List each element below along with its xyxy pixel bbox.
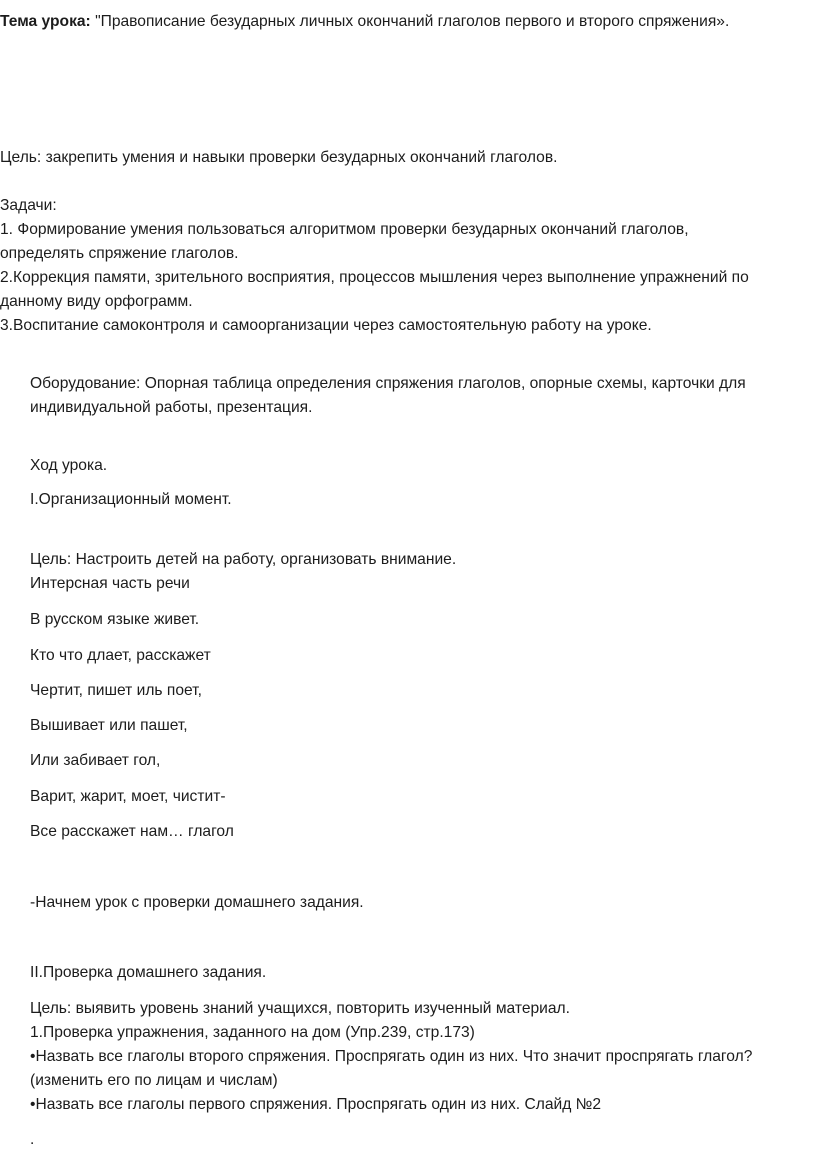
topic-text: "Правописание безударных личных окончаний глаголов первого и второго спряжения». — [90, 13, 730, 30]
lesson-course-heading: Ход урока. — [30, 457, 108, 474]
equipment-line: индивидуальной работы, презентация. — [30, 399, 313, 416]
section1-title: I.Организационный момент. — [30, 491, 232, 508]
poem-line: Или забивает гол, — [30, 752, 161, 769]
poem-line: Вышивает или пашет, — [30, 717, 188, 734]
task-line: 1. Формирование умения пользоваться алгоритмом проверки безударных окончаний глаголов, — [0, 221, 689, 238]
poem-line: Варит, жарит, моет, чистит- — [30, 788, 226, 805]
section2-line: (изменить его по лицам и числам) — [30, 1072, 278, 1089]
task-line: 3.Воспитание самоконтроля и самоорганизации через самостоятельную работу на уроке. — [0, 317, 652, 334]
task-line: 2.Коррекция памяти, зрительного восприятия, процессов мышления через выполнение упражнений по — [0, 269, 749, 286]
task-line: данному виду орфограмм. — [0, 293, 193, 310]
tasks-heading: Задачи: — [0, 197, 57, 214]
equipment-line: Оборудование: Опорная таблица определения спряжения глаголов, опорные схемы, карточки для — [30, 375, 746, 392]
section2-goal: Цель: выявить уровень знаний учащихся, повторить изученный материал. — [30, 1000, 570, 1017]
section1-goal: Цель: Настроить детей на работу, организовать внимание. — [30, 551, 457, 568]
homework-start-line: -Начнем урок с проверки домашнего задания. — [30, 894, 364, 911]
topic-line — [0, 12, 729, 32]
task-line: определять спряжение глаголов. — [0, 245, 239, 262]
topic-label: Тема урока: — [0, 13, 91, 30]
section2-line: 1.Проверка упражнения, заданного на дом (Упр.239, стр.173) — [30, 1024, 475, 1041]
section2-title: II.Проверка домашнего задания. — [30, 964, 267, 981]
poem-line: Интерсная часть речи — [30, 575, 190, 592]
goal-line: Цель: закрепить умения и навыки проверки безударных окончаний глаголов. — [0, 149, 558, 166]
poem-line: Все расскажет нам… глагол — [30, 823, 234, 840]
section2-line: •Назвать все глаголы первого спряжения. Проспрягать один из них. Слайд №2 — [30, 1096, 602, 1113]
section2-line: •Назвать все глаголы второго спряжения. Проспрягать один из них. Что значит проспрягать глагол? — [30, 1048, 753, 1065]
poem-line: В русском языке живет. — [30, 611, 200, 628]
poem-line: Кто что длает, расскажет — [30, 647, 211, 664]
poem-line: Чертит, пишет иль поет, — [30, 682, 202, 699]
trailing-dot: . — [30, 1131, 35, 1148]
